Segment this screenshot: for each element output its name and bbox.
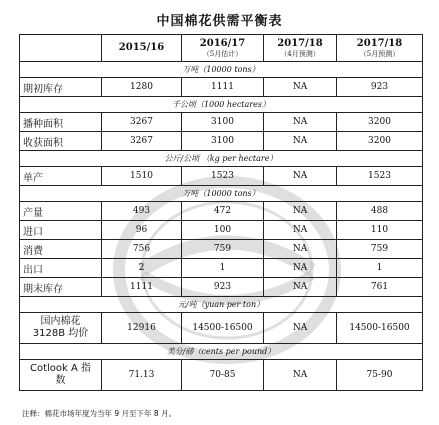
row-label-line: 国内棉花	[40, 316, 81, 327]
cell: 923	[337, 78, 423, 97]
table-row	[20, 313, 423, 344]
table-row	[20, 221, 423, 240]
row-label: 收获面积	[20, 132, 102, 151]
cell: 761	[337, 278, 423, 297]
cell: NA	[264, 202, 337, 221]
unit-row: 公斤/公顷 （kg per hectare）	[20, 151, 423, 167]
unit-row: 千公顷（1000 hectares）	[20, 97, 423, 113]
cell: 3100	[182, 113, 264, 132]
table-row	[20, 278, 423, 297]
cell: 3267	[102, 132, 182, 151]
table-row	[20, 240, 423, 259]
table-row	[20, 132, 423, 151]
table-row	[20, 113, 423, 132]
table-row	[20, 78, 423, 97]
cell: 1280	[102, 78, 182, 97]
cell: NA	[264, 313, 337, 344]
cell: 1523	[337, 167, 423, 186]
cell: 493	[102, 202, 182, 221]
row-label: 期末库存	[20, 278, 102, 297]
cell: 2	[102, 259, 182, 278]
cell: 14500-16500	[182, 313, 264, 344]
cell: 472	[182, 202, 264, 221]
row-label: 进口	[20, 221, 102, 240]
cell: NA	[264, 221, 337, 240]
cell: 1	[337, 259, 423, 278]
header-col-2015-16	[102, 35, 182, 62]
cell: 1111	[102, 278, 182, 297]
cell: 71.13	[102, 360, 182, 391]
cell: 923	[182, 278, 264, 297]
cell: 3200	[337, 132, 423, 151]
cell: 3200	[337, 113, 423, 132]
cell: 1111	[182, 78, 264, 97]
row-label: 出口	[20, 259, 102, 278]
cell: NA	[264, 113, 337, 132]
header-sub: （5月预测）	[359, 49, 400, 58]
header-sub: （5月估计）	[202, 49, 243, 58]
row-label-line: Cotlook A 指	[29, 363, 92, 374]
cell: NA	[264, 278, 337, 297]
row-label-line: 3128B 均价	[32, 328, 89, 339]
table-row	[20, 202, 423, 221]
cell: NA	[264, 78, 337, 97]
unit-row: 元/吨（yuan per ton）	[20, 297, 423, 313]
cell: 3267	[102, 113, 182, 132]
header-blank	[20, 35, 102, 62]
unit-row: 万吨（10000 tons）	[20, 62, 423, 78]
row-label-line: 数	[55, 375, 66, 386]
header-year: 2016/17	[199, 37, 246, 49]
cell: 14500-16500	[337, 313, 423, 344]
cell: NA	[264, 259, 337, 278]
cell: 759	[182, 240, 264, 259]
unit-row: 美分/磅（cents per pound）	[20, 344, 423, 360]
cell: 3100	[182, 132, 264, 151]
table-row	[20, 360, 423, 391]
cell: NA	[264, 240, 337, 259]
cell: 1	[182, 259, 264, 278]
cell: 70-85	[182, 360, 264, 391]
header-col-2016-17-may	[182, 35, 264, 62]
header-year: 2015/16	[118, 42, 165, 53]
row-label	[20, 313, 102, 344]
cell: 100	[182, 221, 264, 240]
table-row	[20, 167, 423, 186]
row-label: 消费	[20, 240, 102, 259]
cotton-balance-table	[19, 34, 423, 391]
header-col-2017-18-apr	[264, 35, 337, 62]
cell: NA	[264, 167, 337, 186]
row-label: 产量	[20, 202, 102, 221]
row-label: 播种面积	[20, 113, 102, 132]
cell: 96	[102, 221, 182, 240]
row-label	[20, 360, 102, 391]
unit-row: 万吨（10000 tons）	[20, 186, 423, 202]
cell: 75-90	[337, 360, 423, 391]
footnote: 注释：棉花市场年度为当年 9 月至下年 8 月。	[22, 409, 177, 418]
cell: 12916	[102, 313, 182, 344]
cell: 759	[337, 240, 423, 259]
cell: 110	[337, 221, 423, 240]
header-year: 2017/18	[277, 37, 323, 49]
table-row	[20, 259, 423, 278]
header-year: 2017/18	[356, 37, 403, 49]
header-row	[20, 35, 423, 62]
page-title: 中国棉花供需平衡表	[156, 14, 283, 29]
row-label: 单产	[20, 167, 102, 186]
cell: 488	[337, 202, 423, 221]
cell: 1523	[182, 167, 264, 186]
cell: NA	[264, 132, 337, 151]
cell: NA	[264, 360, 337, 391]
header-col-2017-18-may	[337, 35, 423, 62]
cell: 756	[102, 240, 182, 259]
row-label: 期初库存	[20, 78, 102, 97]
cell: 1510	[102, 167, 182, 186]
header-sub: （4月预测）	[280, 49, 320, 58]
